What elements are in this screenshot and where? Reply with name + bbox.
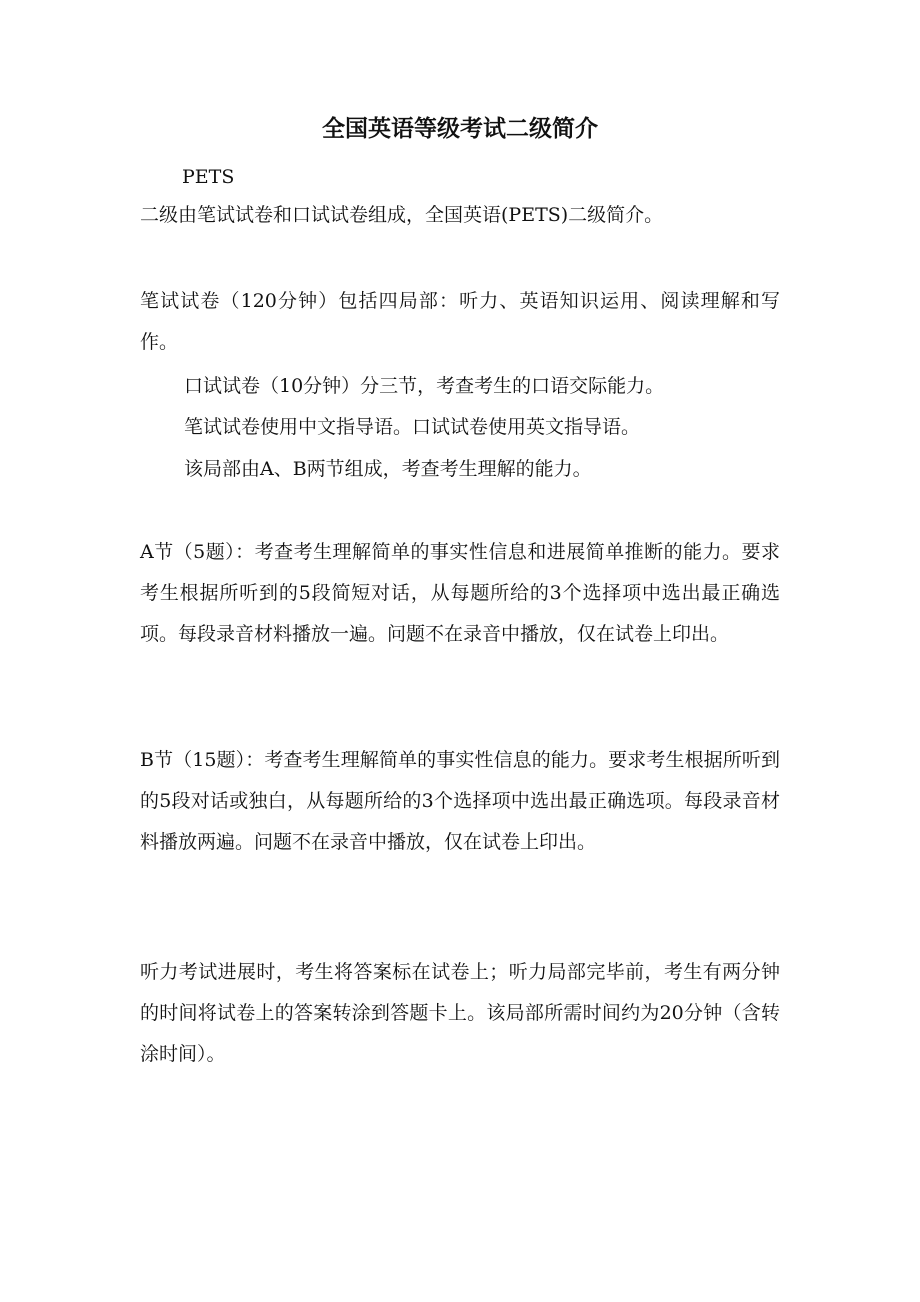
section-b-paragraph: B节（15题）：考查考生理解简单的事实性信息的能力。要求考生根据所听到的5段对话或独白，从每题所给的3个选择项中选出最正确选项。每段录音材料播放两遍。问题不在录音中播放，仅在试卷上印出。 bbox=[140, 749, 780, 853]
document-title: 全国英语等级考试二级简介 bbox=[322, 116, 598, 142]
listening-procedure-paragraph: 听力考试进展时，考生将答案标在试卷上；听力局部完毕前，考生有两分钟的时间将试卷上的答案转涂到答题卡上。该局部所需时间约为20分钟（含转涂时间）。 bbox=[140, 961, 780, 1065]
intro-paragraph: 二级由笔试试卷和口试试卷组成，全国英语(PETS)二级简介。 bbox=[140, 204, 664, 226]
written-exam-paragraph: 笔试试卷（120分钟）包括四局部：听力、英语知识运用、阅读理解和写作。 bbox=[140, 290, 780, 353]
instructions-line: 笔试试卷使用中文指导语。口试试卷使用英文指导语。 bbox=[184, 416, 641, 438]
oral-exam-line: 口试试卷（10分钟）分三节，考查考生的口语交际能力。 bbox=[184, 375, 665, 397]
pets-line: PETS bbox=[182, 166, 235, 188]
section-a-paragraph: A节（5题）：考查考生理解简单的事实性信息和进展简单推断的能力。要求考生根据所听到的5段简短对话，从每题所给的3个选择项中选出最正确选项。每段录音材料播放一遍。问题不在录音中播放，仅在试卷上印出。 bbox=[140, 541, 780, 645]
sections-line: 该局部由A、B两节组成，考查考生理解的能力。 bbox=[184, 458, 592, 480]
